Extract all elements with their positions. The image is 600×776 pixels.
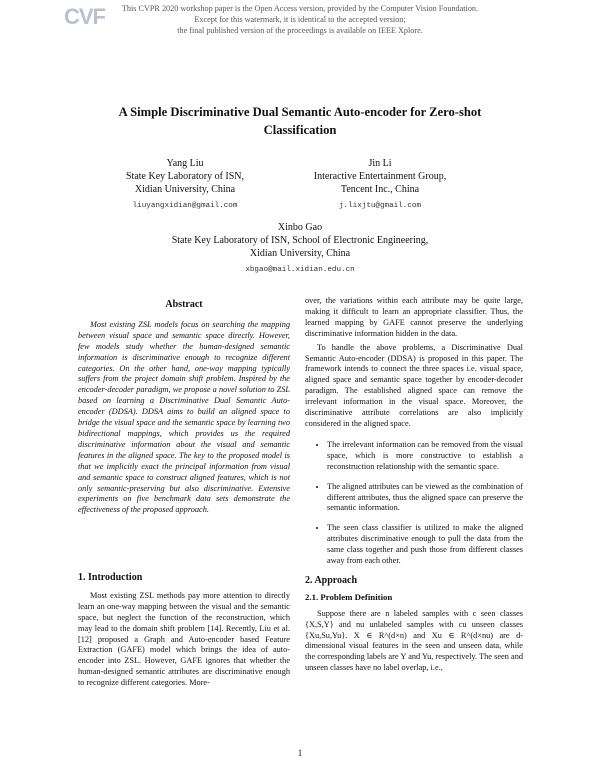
author-affiliation: Xidian University, China bbox=[249, 248, 351, 260]
approach-heading: 2. Approach bbox=[305, 574, 358, 586]
list-item: • The irrelevant information can be removed from the visual space, which is more constructive to establish a reconstruction relationship with the semantic space. bbox=[327, 440, 523, 473]
author-email: xbgao@mail.xidian.edu.cn bbox=[245, 265, 355, 274]
abstract-text: Most existing ZSL models focus on searching the mapping between visual space and semantic space directly. However, few models study whether the human-designed semantic information is discriminative enough to recognize different categories. On the other hand, one-way mapping typically suffers from the project domain shift problem. Inspired by the encoder-decoder paradigm, we propose a novel solution to ZSL based on learning a Discriminative Dual Semantic Auto-encoder (DDSA). DDSA aims to build an aligned space to bridge the visual space and the semantic space by learning two bidirectional mappings, which provides us the required discriminative information about the visual and semantic features in the aligned space. The key to the proposed model is that we implicitly exact the principal information from visual and semantic space to construct aligned features, which is not only semantic-preserving but also discriminative. Extensive experiments on five benchmark data sets demonstrate the effectiveness of the proposed approach. bbox=[78, 319, 290, 515]
author-affiliation: Tencent Inc., China bbox=[340, 184, 420, 196]
list-item: • The seen class classifier is utilized to make the aligned attributes discriminative enough to pull the data from the same class together and push those from different classes away from each other. bbox=[327, 523, 523, 567]
open-access-banner bbox=[0, 3, 600, 36]
left-column bbox=[78, 300, 290, 516]
cvf-logo: CVF bbox=[64, 4, 105, 29]
author-block-2 bbox=[290, 157, 470, 213]
introduction-section bbox=[78, 573, 290, 689]
paragraph: To handle the above problems, a Discriminative Dual Semantic Auto-encoder (DDSA) is proposed in this paper. The framework intends to connect the three spaces i.e. visual space, aligned space and semantic space together by encoder-decoder paradigm. The established aligned space can remove the irrelevant information in the visual space. Moreover, the discriminative attribute correlations are also implicitly considered in the aligned space. bbox=[305, 342, 523, 428]
problem-definition-heading: 2.1. Problem Definition bbox=[305, 591, 393, 602]
author-email: j.lixjtu@gmail.com bbox=[338, 201, 422, 210]
problem-definition-text: Suppose there are n labeled samples with c seen classes {X,S,Y} and nu unlabeled samples with cu unseen classes {Xu,Su,Yu}. X ∈ R^(d×n) and Xu ∈ R^(d×nu) are d-dimensional visual features in the seen and unseen data, while the corresponding labels are Y and Yu, respectively. The seen and unseen classes have no label overlap, i.e., bbox=[305, 608, 523, 673]
paragraph: over, the variations within each attribute may be quite large, making it difficult to learn an appropriate classifier. Thus, the learned mapping by GAFE cannot preserve the underlying discriminative information hidden in the data. bbox=[305, 296, 523, 338]
author-affiliation: Interactive Entertainment Group, bbox=[313, 171, 447, 183]
paper-title bbox=[60, 104, 540, 139]
page-number: 1 bbox=[297, 748, 303, 758]
title-line-2: Classification bbox=[263, 122, 337, 137]
banner-line-2: Except for this watermark, it is identical to the accepted version; bbox=[194, 15, 406, 24]
introduction-text: Most existing ZSL methods pay more attention to directly learn an one-way mapping between the visual and the semantic space, but neglect the function of the reconstruction, which may lead to the domain shift problem [14]. Recently, Liu et al. [12] proposed a Graph and Auto-encoder based Feature Extraction (GAFE) model which brings the idea of auto-encoder into ZSL. However, GAFE ignores that whether the human-designed semantic attributes are discriminative enough to recognize different categories. More- bbox=[78, 590, 290, 688]
author-affiliation: State Key Laboratory of ISN, bbox=[125, 171, 245, 183]
introduction-heading: 1. Introduction bbox=[78, 572, 143, 583]
author-email: liuyangxidian@gmail.com bbox=[132, 201, 238, 210]
banner-line-3: the final published version of the proceedings is available on IEEE Xplore. bbox=[177, 26, 423, 35]
abstract-heading: Abstract bbox=[165, 299, 203, 310]
list-item: • The aligned attributes can be viewed as the combination of different attributes, thus the aligned space can preserve the semantic information. bbox=[327, 482, 523, 515]
contribution-list bbox=[305, 440, 523, 567]
title-line-1: A Simple Discriminative Dual Semantic Auto-encoder for Zero-shot bbox=[118, 105, 482, 119]
author-name: Jin Li bbox=[368, 158, 392, 169]
author-affiliation: Xidian University, China bbox=[134, 184, 236, 196]
author-affiliation: State Key Laboratory of ISN, School of Electronic Engineering, bbox=[171, 235, 429, 247]
right-column bbox=[305, 296, 523, 674]
banner-line-1: This CVPR 2020 workshop paper is the Open Access version, provided by the Computer Vision Foundation. bbox=[121, 4, 479, 13]
author-block-1 bbox=[110, 157, 260, 213]
author-name: Yang Liu bbox=[166, 158, 204, 169]
author-block-3 bbox=[100, 221, 500, 277]
author-name: Xinbo Gao bbox=[277, 222, 323, 233]
